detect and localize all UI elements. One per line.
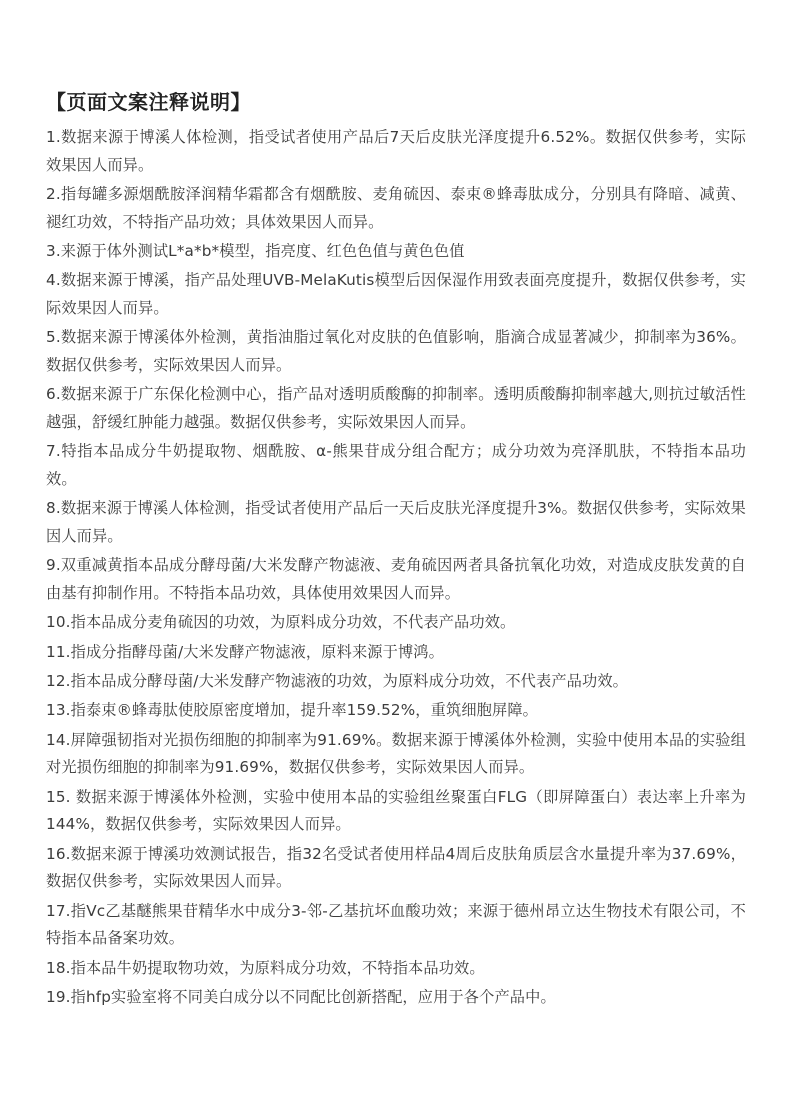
note-item-1: 1.数据来源于博溪人体检测，指受试者使用产品后7天后皮肤光泽度提升6.52%。数据仅供参考，实际效果因人而异。 [46,128,746,174]
note-item-2: 2.指每罐多源烟酰胺泽润精华霜都含有烟酰胺、麦角硫因、泰束®蜂毒肽成分，分别具有降暗、减黄、褪红功效，不特指产品功效；具体效果因人而异。 [46,184,746,231]
note-item-5: 5.数据来源于博溪体外检测，黄指油脂过氧化对皮肤的色值影响，脂滴合成显著减少，抑制率为36%。数据仅供参考，实际效果因人而异。 [46,328,746,374]
note-item-17: 17.指Vc乙基醚熊果苷精华水中成分3-邻-乙基抗坏血酸功效；来源于德州昂立达生物技术有限公司，不特指本品备案功效。 [46,901,746,948]
note-item-19: 19.指hfp实验室将不同美白成分以不同配比创新搭配，应用于各个产品中。 [46,988,556,1007]
page-title: 【页面文案注释说明】 [46,90,251,114]
note-item-9: 9.双重减黄指本品成分酵母菌/大米发酵产物滤液、麦角硫因两者具备抗氧化功效，对造成皮肤发黄的自由基有抑制作用。不特指本品功效，具体使用效果因人而异。 [46,556,746,602]
notes-list [46,124,746,1012]
note-item-11: 11.指成分指酵母菌/大米发酵产物滤液，原料来源于博鸿。 [46,642,444,661]
note-item-12: 12.指本品成分酵母菌/大米发酵产物滤液的功效，为原料成分功效，不代表产品功效。 [46,672,629,691]
annotation-document [46,86,746,1014]
note-item-10: 10.指本品成分麦角硫因的功效，为原料成分功效，不代表产品功效。 [46,613,516,632]
note-item-6: 6.数据来源于广东保化检测中心，指产品对透明质酸酶的抑制率。透明质酸酶抑制率越大,则抗过敏活性越强，舒缓红肿能力越强。数据仅供参考，实际效果因人而异。 [46,385,746,431]
note-item-18: 18.指本品牛奶提取物功效，为原料成分功效，不特指本品功效。 [46,958,485,977]
note-item-16: 16.数据来源于博溪功效测试报告，指32名受试者使用样品4周后皮肤角质层含水量提升率为37.69%，数据仅供参考，实际效果因人而异。 [46,844,746,891]
note-item-8: 8.数据来源于博溪人体检测，指受试者使用产品后一天后皮肤光泽度提升3%。数据仅供参考，实际效果因人而异。 [46,499,746,545]
note-item-3: 3.来源于体外测试L*a*b*模型，指亮度、红色色值与黄色色值 [46,241,465,260]
note-item-4: 4.数据来源于博溪，指产品处理UVB-MelaKutis模型后因保湿作用致表面亮度提升，数据仅供参考，实际效果因人而异。 [46,271,746,317]
note-item-7: 7.特指本品成分牛奶提取物、烟酰胺、α-熊果苷成分组合配方；成分功效为亮泽肌肤，不特指本品功效。 [46,442,746,488]
note-item-14: 14.屏障强韧指对光损伤细胞的抑制率为91.69%。数据来源于博溪体外检测，实验中使用本品的实验组对光损伤细胞的抑制率为91.69%，数据仅供参考，实际效果因人而异。 [46,730,746,777]
note-item-13: 13.指泰束®蜂毒肽使胶原密度增加，提升率159.52%，重筑细胞屏障。 [46,701,539,720]
note-item-15: 15. 数据来源于博溪体外检测，实验中使用本品的实验组丝聚蛋白FLG（即屏障蛋白）表达率上升率为144%，数据仅供参考，实际效果因人而异。 [46,787,746,834]
